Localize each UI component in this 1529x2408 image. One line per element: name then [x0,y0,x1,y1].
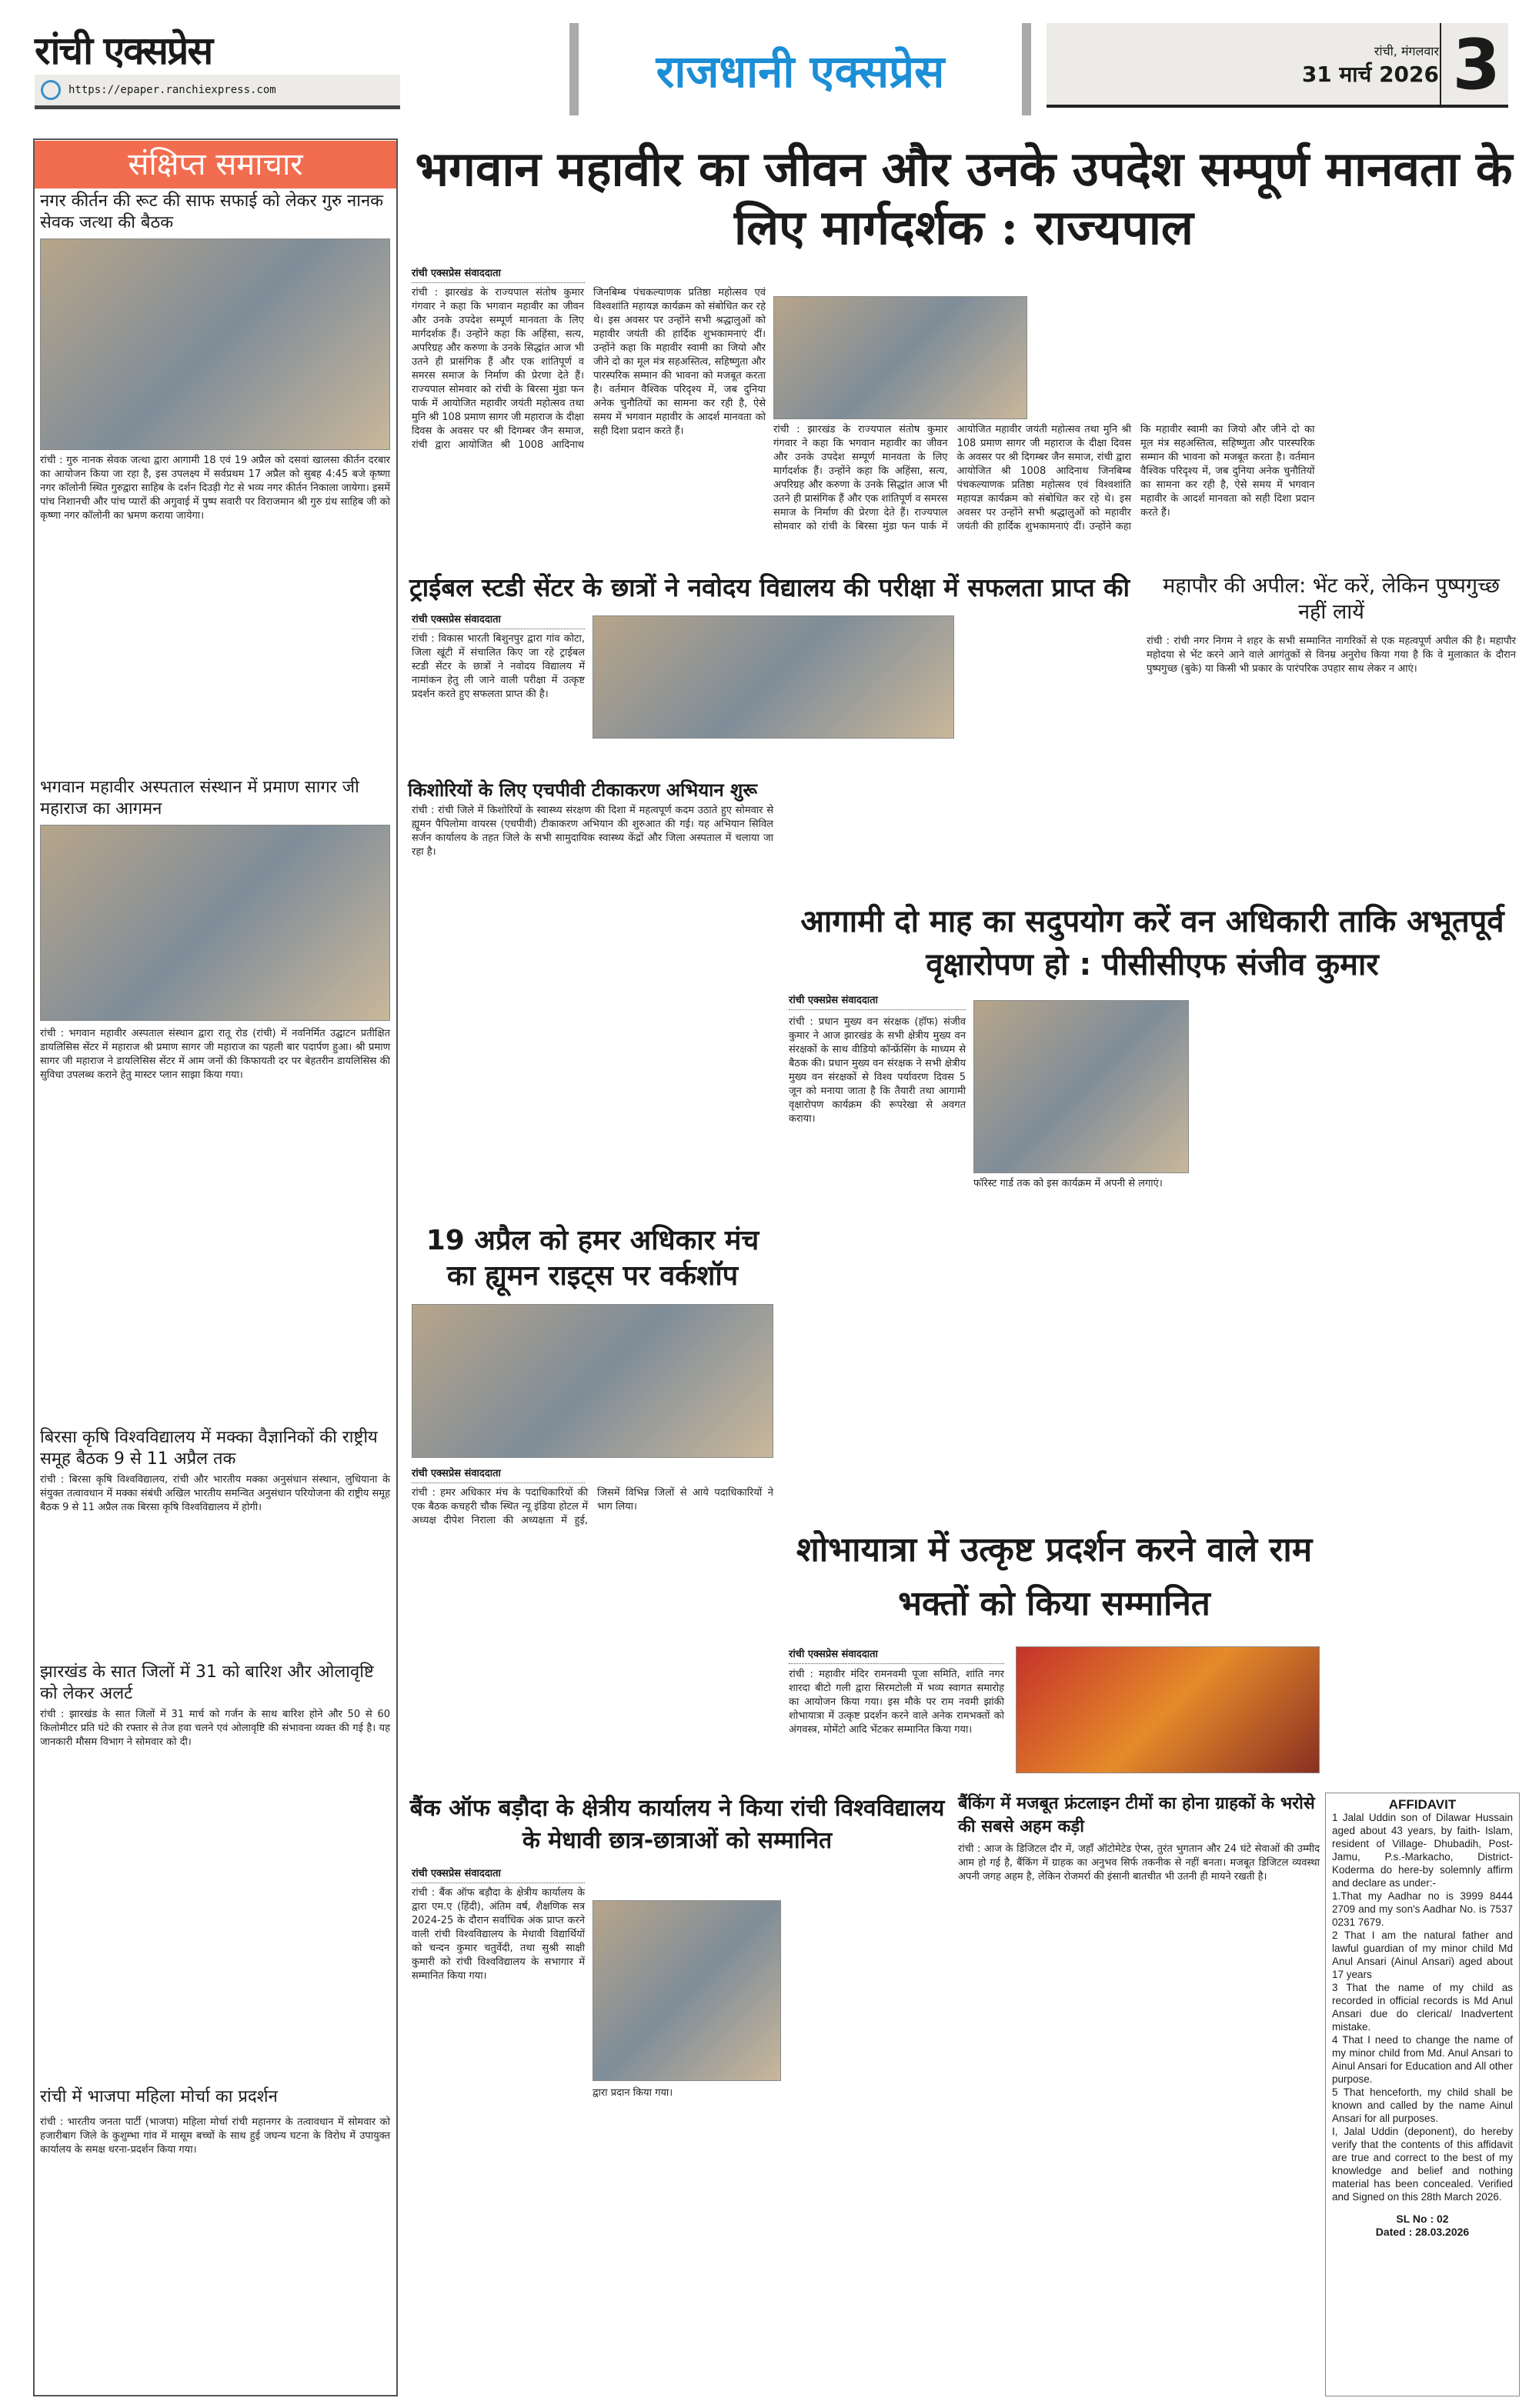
brief-text-3: रांची : बिरसा कृषि विश्वविद्यालय, रांची और भारतीय मक्का अनुसंधान संस्थान, लुधियाना के संयुक्त तत्वावधान में मक्का संबंधी अखिल भारतीय समन्वित अनुसंधान परियोजना की राष्ट्रीय समूह बैठक 9 से 11 अप्रैल तक बिरसा कृषि विश्वविद्यालय में होगी। [40,1474,390,1513]
epaper-url[interactable]: https://epaper.ranchiexpress.com [68,84,276,96]
newspaper-logo: रांची एक्सप्रेस [35,28,212,73]
affidavit-para: 5 That henceforth, my child shall be known and called by the name Ainul Ansari for all purposes. [1332,2086,1513,2124]
tribal-byline: रांची एक्सप्रेस संवाददाता [412,612,585,629]
main-headline: भगवान महावीर का जीवन और उनके उपदेश सम्पूर्ण मानवता के लिए मार्गदर्शक : राज्यपाल [415,141,1513,255]
affidavit-para: I, Jalal Uddin (deponent), do hereby verify that the contents of this affidavit are true and correct to the best of my knowledge and belief and nothing material has been concealed. Verified and Signed on this 28th March 2026. [1332,2126,1513,2203]
shobhayatra-headline: शोभायात्रा में उत्कृष्ट प्रदर्शन करने वाले राम भक्तों को किया सम्मानित [796,1530,1313,1623]
dateline [1302,42,1439,88]
mayor-headline: महापौर की अपील: भेंट करें, लेकिन पुष्पगुच्छ नहीं लायें [1163,574,1500,624]
place-day: रांची, मंगलवार [1374,44,1439,58]
hamar-headline: 19 अप्रैल को हमर अधिकार मंच का ह्यूमन राइट्स पर वर्कशॉप [426,1225,759,1292]
page-number: 3 [1440,23,1501,108]
hpv-text: रांची : रांची जिले में किशोरियों के स्वास्थ्य संरक्षण की दिशा में महत्वपूर्ण कदम उठाते हुए सोमवार से ह्यूमन पैपिलोमा वायरस (एचपीवी) टीकाकरण अभियान की शुरुआत की गई। यह अभियान सिविल सर्जन कार्यालय के तहत जिले के सभी सामुदायिक स्वास्थ्य केंद्रों और जिला अस्पताल में चलाया जा रहा है। [412,805,773,858]
felicitation-photo [1016,1646,1320,1773]
forest-byline: रांची एक्सप्रेस संवाददाता [789,992,966,1010]
affidavit-para: 1 Jalal Uddin son of Dilawar Hussain aged about 43 years, by faith- Islam, resident of Village- Dhubadih, Post-Jamu, P.s.-Markacho, District- Koderma do here-by solemnly affirm and declare as under:- [1332,1812,1513,1889]
hospital-visit-photo [40,825,390,1021]
banking-headline: बैंकिंग में मजबूत फ्रंटलाइन टीमों का होना ग्राहकों के भरोसे की सबसे अहम कड़ी [958,1794,1315,1836]
affidavit-para: 2 That I am the natural father and lawful guardian of my minor child Md Anul Ansari (Ainul Ansari) aged about 17 years [1332,1929,1513,1980]
banking-text: रांची : आज के डिजिटल दौर में, जहाँ ऑटोमेटेड ऐप्स, तुरंत भुगतान और 24 घंटे सेवाओं की उम्मीद आम हो गई है, बैंकिंग में ग्राहक का अनुभव सिर्फ तकनीक से नहीं बनता। मजबूत डिजिटल व्यवस्था अपनी जगह अहम है, लेकिन रोजमर्रा की इंसानी बातचीत भी उतनी ही मायने रखती है। [958,1843,1320,1883]
epaper-url-bar [35,75,400,109]
kirtan-meeting-photo [40,238,390,450]
bob-photo-caption: द्वारा प्रदान किया गया। [593,2087,673,2099]
governor-event-photo [773,296,1027,419]
affidavit-para: 4 That I need to change the name of my minor child from Md. Anul Ansari to Ainul Ansari for Education and All other purpose. [1332,2034,1513,2085]
bob-headline: बैंक ऑफ बड़ौदा के क्षेत्रीय कार्यालय ने किया रांची विश्वविद्यालय के मेधावी छात्र-छात्राओं को सम्मानित [409,1795,945,1854]
brief-text-4: रांची : झारखंड के सात जिलों में 31 मार्च को गर्जन के साथ बारिश होने और 50 से 60 किलोमीटर प्रति घंटे की रफ्तार से तेज हवा चलने एवं ओलावृष्टि की संभावना व्यक्त की गई है। यह जानकारी मौसम विभाग ने सोमवार को दी। [40,1709,390,1748]
tribal-text: रांची : विकास भारती बिशुनपुर द्वारा गांव कोटा, जिला खूंटी में संचालित किए जा रहे ट्राईबल स्टडी सेंटर के छात्रों ने नवोदय विद्यालय में नामांकन हेतु ली जाने वाली परीक्षा में उत्कृष्ट प्रदर्शन करते हुए सफलता प्राप्त की है। [412,633,585,700]
brief-text-1: रांची : गुरु नानक सेवक जत्था द्वारा आगामी 18 एवं 19 अप्रैल को दसवां खालसा कीर्तन दरबार का आयोजन किया जा रहा है, इस उपलक्ष्य में सर्वप्रथम 17 अप्रैल को सुबह 4:45 बजे कृष्णा नगर कॉलोनी स्थित गुरुद्वारा साहिब के दर्शन दिउड़ी गेट से भव्य नगर कीर्तन निकाला जायेगा। इसमें पांच निशानची और पांच प्यारों की अगुवाई में पुष्प सवारी पर विराजमान श्री गुरु ग्रंथ साहिब जी को कृष्णा नगर कॉलोनी का भ्रमण कराया जायेगा। [40,455,390,522]
shobhayatra-byline: रांची एक्सप्रेस संवाददाता [789,1646,1004,1664]
date-panel [1047,23,1508,108]
section-title: राजधानी एक्सप्रेस [569,23,1031,115]
tribal-students-photo [593,615,954,739]
bob-byline: रांची एक्सप्रेस संवाददाता [412,1866,585,1883]
brief-headline-1: नगर कीर्तन की रूट की साफ सफाई को लेकर गुरु नानक सेवक जत्था की बैठक [40,192,384,232]
tribal-headline: ट्राईबल स्टडी सेंटर के छात्रों ने नवोदय विद्यालय की परीक्षा में सफलता प्राप्त की [409,572,1130,602]
forest-headline: आगामी दो माह का सदुपयोग करें वन अधिकारी ताकि अभूतपूर्व वृक्षारोपण हो : पीसीसीएफ संजीव कुमार [800,904,1504,982]
brief-headline-4: झारखंड के सात जिलों में 31 को बारिश और ओलावृष्टि को लेकर अलर्ट [40,1663,374,1703]
brief-headline-2: भगवान महावीर अस्पताल संस्थान में प्रमाण सागर जी महाराज का आगमन [40,778,359,819]
main-story-text: रांची : झारखंड के राज्यपाल संतोष कुमार गंगवार ने कहा कि भगवान महावीर का जीवन और उनके उपदेश सम्पूर्ण मानवता के लिए मार्गदर्शक हैं। उन्होंने कहा कि अहिंसा, सत्य, अपरिग्रह और करुणा के उनके सिद्धांत आज भी उतने ही प्रासंगिक हैं और एक शांतिपूर्ण व समरस समाज के निर्माण की प्रेरणा देते हैं। राज्यपाल सोमवार को रांची के बिरसा मुंडा फन पार्क में आयोजित महावीर जयंती महोत्सव तथा मुनि श्री 108 प्रमाण सागर जी महाराज के दीक्षा दिवस के अवसर पर श्री दिगम्बर जैन समाज, रांची द्वारा आयोजित श्री 1008 आदिनाथ जिनबिम्ब पंचकल्याणक प्रतिष्ठा महोत्सव एवं विश्वशांति महायज्ञ कार्यक्रम को संबोधित कर रहे थे। इस अवसर पर उन्होंने सभी श्रद्धालुओं को महावीर जयंती की हार्दिक शुभकामनाएं दीं। उन्होंने कहा कि महावीर स्वामी का जियो और जीने दो का मूल मंत्र सहअस्तित्व, सहिष्णुता और पारस्परिक सम्मान की भावना को मजबूत करता है। वर्तमान वैश्विक परिदृश्य में, जब दुनिया अनेक चुनौतियों का सामना कर रही है, ऐसे समय में भगवान महावीर के आदर्श मानवता को सही दिशा प्रदान करते हैं। [412,287,766,451]
affidavit-para: 1.That my Aadhar no is 3999 8444 2709 and my son's Aadhar No. is 7537 0231 7679. [1332,1890,1513,1928]
affidavit-notice [1325,1793,1520,2396]
brief-text-2: रांची : भगवान महावीर अस्पताल संस्थान द्वारा रातू रोड (रांची) में नवनिर्मित उद्घाटन प्रतीक्षित डायलिसिस सेंटर में महाराज श्री प्रमाण सागर जी महाराज का पहली बार पदार्पण हुआ। श्री प्रमाण सागर जी महाराज ने डायलिसिस सेंटर में आम जनों की किफायती दर पर बेहतरीन डायलिसिस की सुविधा उपलब्ध कराने हेतु मास्टर प्लान साझा किया गया। [40,1028,390,1081]
main-story-continued: रांची : झारखंड के राज्यपाल संतोष कुमार गंगवार ने कहा कि भगवान महावीर का जीवन और उनके उपदेश सम्पूर्ण मानवता के लिए मार्गदर्शक हैं। उन्होंने कहा कि अहिंसा, सत्य, अपरिग्रह और करुणा के उनके सिद्धांत आज भी उतने ही प्रासंगिक हैं और एक शांतिपूर्ण व समरस समाज के निर्माण की प्रेरणा देते हैं। राज्यपाल सोमवार को रांची के बिरसा मुंडा फन पार्क में आयोजित महावीर जयंती महोत्सव तथा मुनि श्री 108 प्रमाण सागर जी महाराज के दीक्षा दिवस के अवसर पर श्री दिगम्बर जैन समाज, रांची द्वारा आयोजित श्री 1008 आदिनाथ जिनबिम्ब पंचकल्याणक प्रतिष्ठा महोत्सव एवं विश्वशांति महायज्ञ कार्यक्रम को संबोधित कर रहे थे। इस अवसर पर उन्होंने सभी श्रद्धालुओं को महावीर जयंती की हार्दिक शुभकामनाएं दीं। उन्होंने कहा कि महावीर स्वामी का जियो और जीने दो का मूल मंत्र सहअस्तित्व, सहिष्णुता और पारस्परिक सम्मान की भावना को मजबूत करता है। वर्तमान वैश्विक परिदृश्य में, जब दुनिया अनेक चुनौतियों का सामना कर रही है, ऐसे समय में भगवान महावीर के आदर्श मानवता को सही दिशा प्रदान करते हैं। [773,424,1315,532]
affidavit-title: AFFIDAVIT [1388,1797,1457,1812]
hpv-headline: किशोरियों के लिए एचपीवी टीकाकरण अभियान शुरू [408,779,758,801]
affidavit-sl-no: SL No : 02 [1396,2213,1449,2225]
hamar-text: रांची : हमर अधिकार मंच के पदाधिकारियों की एक बैठक कचहरी चौक स्थित न्यू इंडिया होटल में अध्यक्ष दीपेश निराला की अध्यक्षता में हुई, जिसमें विभिन्न जिलों से आये पदाधिकारियों ने भाग लिया। [412,1487,773,1526]
brief-text-5: रांची : भारतीय जनता पार्टी (भाजपा) महिला मोर्चा रांची महानगर के तत्वावधान में सोमवार को हजारीबाग जिले के कुशुम्भा गांव में मासूम बच्चों के साथ हुई जघन्य घटना के विरोध में उपायुक्त कार्यालय के समक्ष धरना-प्रदर्शन किया गया। [40,2116,390,2156]
brief-news-header: संक्षिप्त समाचार [35,141,396,188]
shobhayatra-text: रांची : महावीर मंदिर रामनवमी पूजा समिति, शांति नगर शारदा बीटो गली द्वारा सिरमटोली में भव्य स्वागत समारोह का आयोजन किया गया। इस मौके पर राम नवमी झांकी शोभायात्रा में उत्कृष्ट प्रदर्शन करने वाले अनेक रामभक्तों को अंगवस्त्र, मोमेंटो आदि भेंटकर सम्मानित किया गया। [789,1669,1004,1736]
forest-text: रांची : प्रधान मुख्य वन संरक्षक (हॉफ) संजीव कुमार ने आज झारखंड के सभी क्षेत्रीय मुख्य वन संरक्षकों के साथ वीडियो कॉन्फ्रेंसिंग के माध्यम से बैठक की। प्रधान मुख्य वन संरक्षक ने सभी क्षेत्रीय मुख्य वन संरक्षकों से विश्व पर्यावरण दिवस 5 जून को मनाया जाता है कि तैयारी तथा आगामी वृक्षारोपण कार्यक्रम की रूपरेखा से अवगत कराया। [789,1016,966,1125]
brief-headline-3: बिरसा कृषि विश्वविद्यालय में मक्का वैज्ञानिकों की राष्ट्रीय समूह बैठक 9 से 11 अप्रैल तक [40,1428,378,1469]
bob-award-photo [593,1900,781,2081]
affidavit-date: Dated : 28.03.2026 [1375,2226,1470,2238]
hamar-meeting-photo [412,1304,773,1458]
forest-photo-caption: फॉरेस्ट गार्ड तक को इस कार्यक्रम में अपनी से लगाएं। [973,1178,1163,1189]
affidavit-para: 3 That the name of my child as recorded in official records is Md Anul Ansari due do clerical/ Inadvertent mistake. [1332,1982,1513,2033]
mayor-text: रांची : रांची नगर निगम ने शहर के सभी सम्मानित नागरिकों से एक महत्वपूर्ण अपील की है। महापौर महोदया से भेंट करने आने वाले आगंतुकों से विनम्र अनुरोध किया गया है कि वे मुलाकात के दौरान पुष्पगुच्छ (बुके) या किसी भी प्रकार के पारंपरिक उपहार साथ लेकर न आएं। [1147,635,1516,675]
globe-icon [41,80,61,100]
forest-meeting-photo [973,1000,1189,1173]
main-byline: रांची एक्सप्रेस संवाददाता [412,265,585,283]
bob-text: रांची : बैंक ऑफ बड़ौदा के क्षेत्रीय कार्यालय के द्वारा एम.ए (हिंदी), अंतिम वर्ष, शैक्षणिक सत्र 2024-25 के दौरान सर्वाधिक अंक प्राप्त करने वाली रांची विश्वविद्यालय के मेधावी विद्यार्थियों को चन्दन कुमार चतुर्वेदी, तथा सुश्री साक्षी कुमारी को रांची विश्वविद्यालय के सभागार में सम्मानित किया गया। [412,1887,585,1982]
hamar-byline: रांची एक्सप्रेस संवाददाता [412,1466,585,1483]
issue-date: 31 मार्च 2026 [1301,62,1439,87]
brief-headline-5: रांची में भाजपा महिला मोर्चा का प्रदर्शन [40,2087,278,2106]
